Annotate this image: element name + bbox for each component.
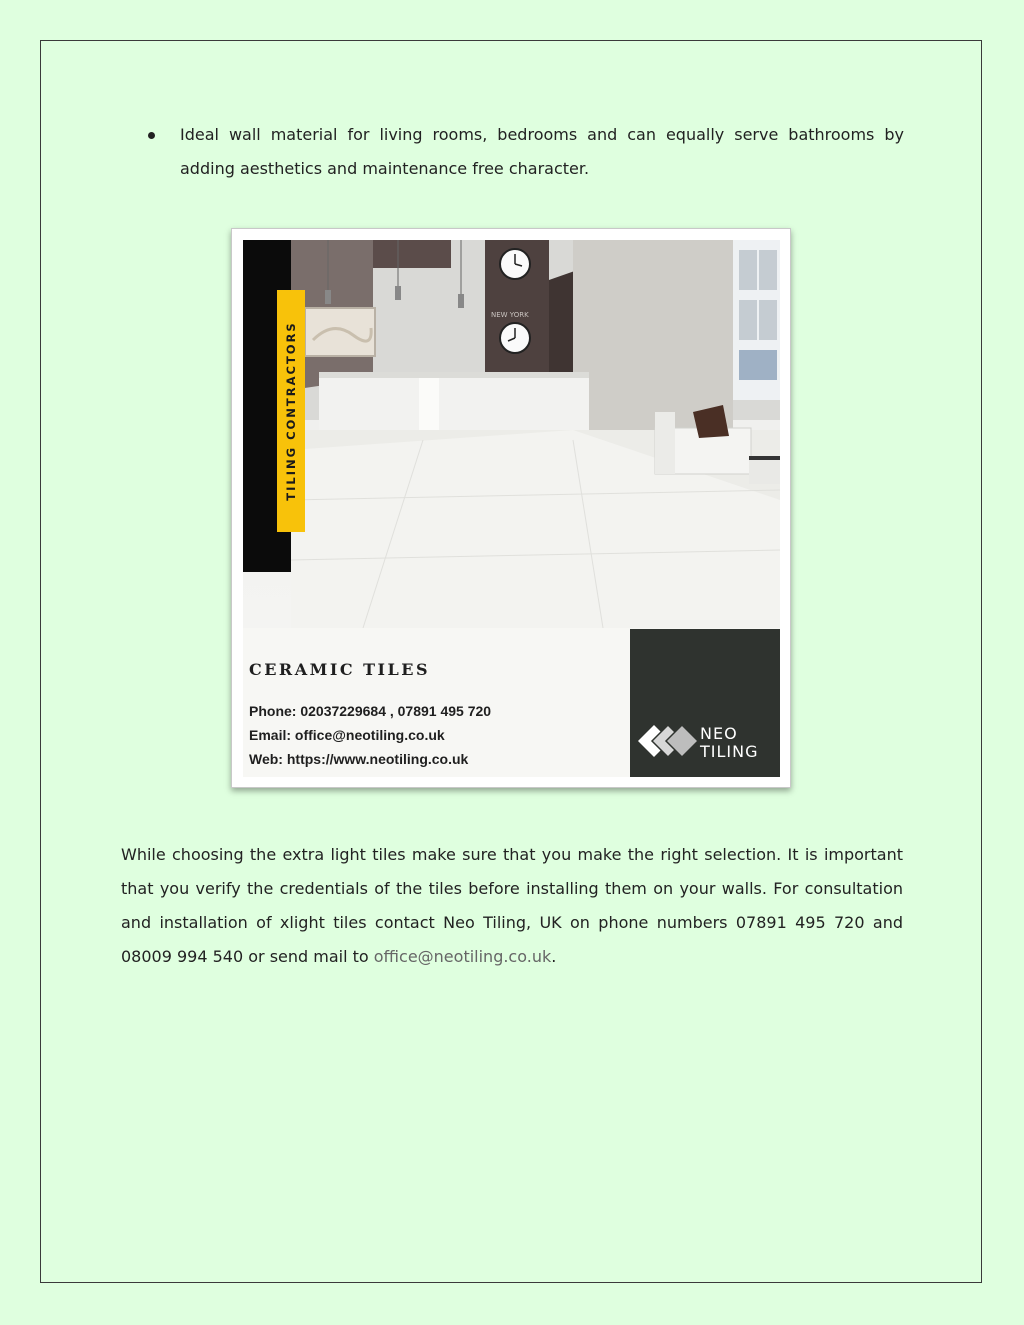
tiling-contractors-tag [277,290,305,532]
diamond-logo-icon [638,725,698,757]
neo-tiling-logo [630,629,780,777]
logo-text-neo: NEO [700,724,738,743]
bullet-item [148,118,904,186]
ad-web: Web: https://www.neotiling.co.uk [249,751,469,767]
logo-text-tiling: TILING [700,742,759,761]
tiling-contractors-text: TILING CONTRACTORS [284,321,298,501]
body-end: . [551,947,557,966]
contact-info [249,660,619,771]
showroom-photo [243,240,780,628]
ad-email: Email: office@neotiling.co.uk [249,727,445,743]
ad-phone: Phone: 02037229684 , 07891 495 720 [249,703,492,719]
email-link[interactable]: office@neotiling.co.uk [373,947,552,966]
bullet-dot-icon [148,132,155,139]
clock-sign-text: NEW YORK [491,311,529,319]
body-text: While choosing the extra light tiles make sure that you make the right selection. It is important that you verify the credentials of the tiles before installing them on your walls. For consultation and installation of xlight tiles contact Neo Tiling, UK on phone numbers 07891 495 720 and 08009 994 540 or send mail to [121,845,903,966]
body-paragraph [121,838,903,974]
bullet-text: Ideal wall material for living rooms, bedrooms and can equally serve bathrooms by adding aesthetics and maintenance free character. [180,125,904,178]
ad-heading: CERAMIC TILES [249,660,431,679]
ceramic-tiles-ad-image [231,228,791,788]
